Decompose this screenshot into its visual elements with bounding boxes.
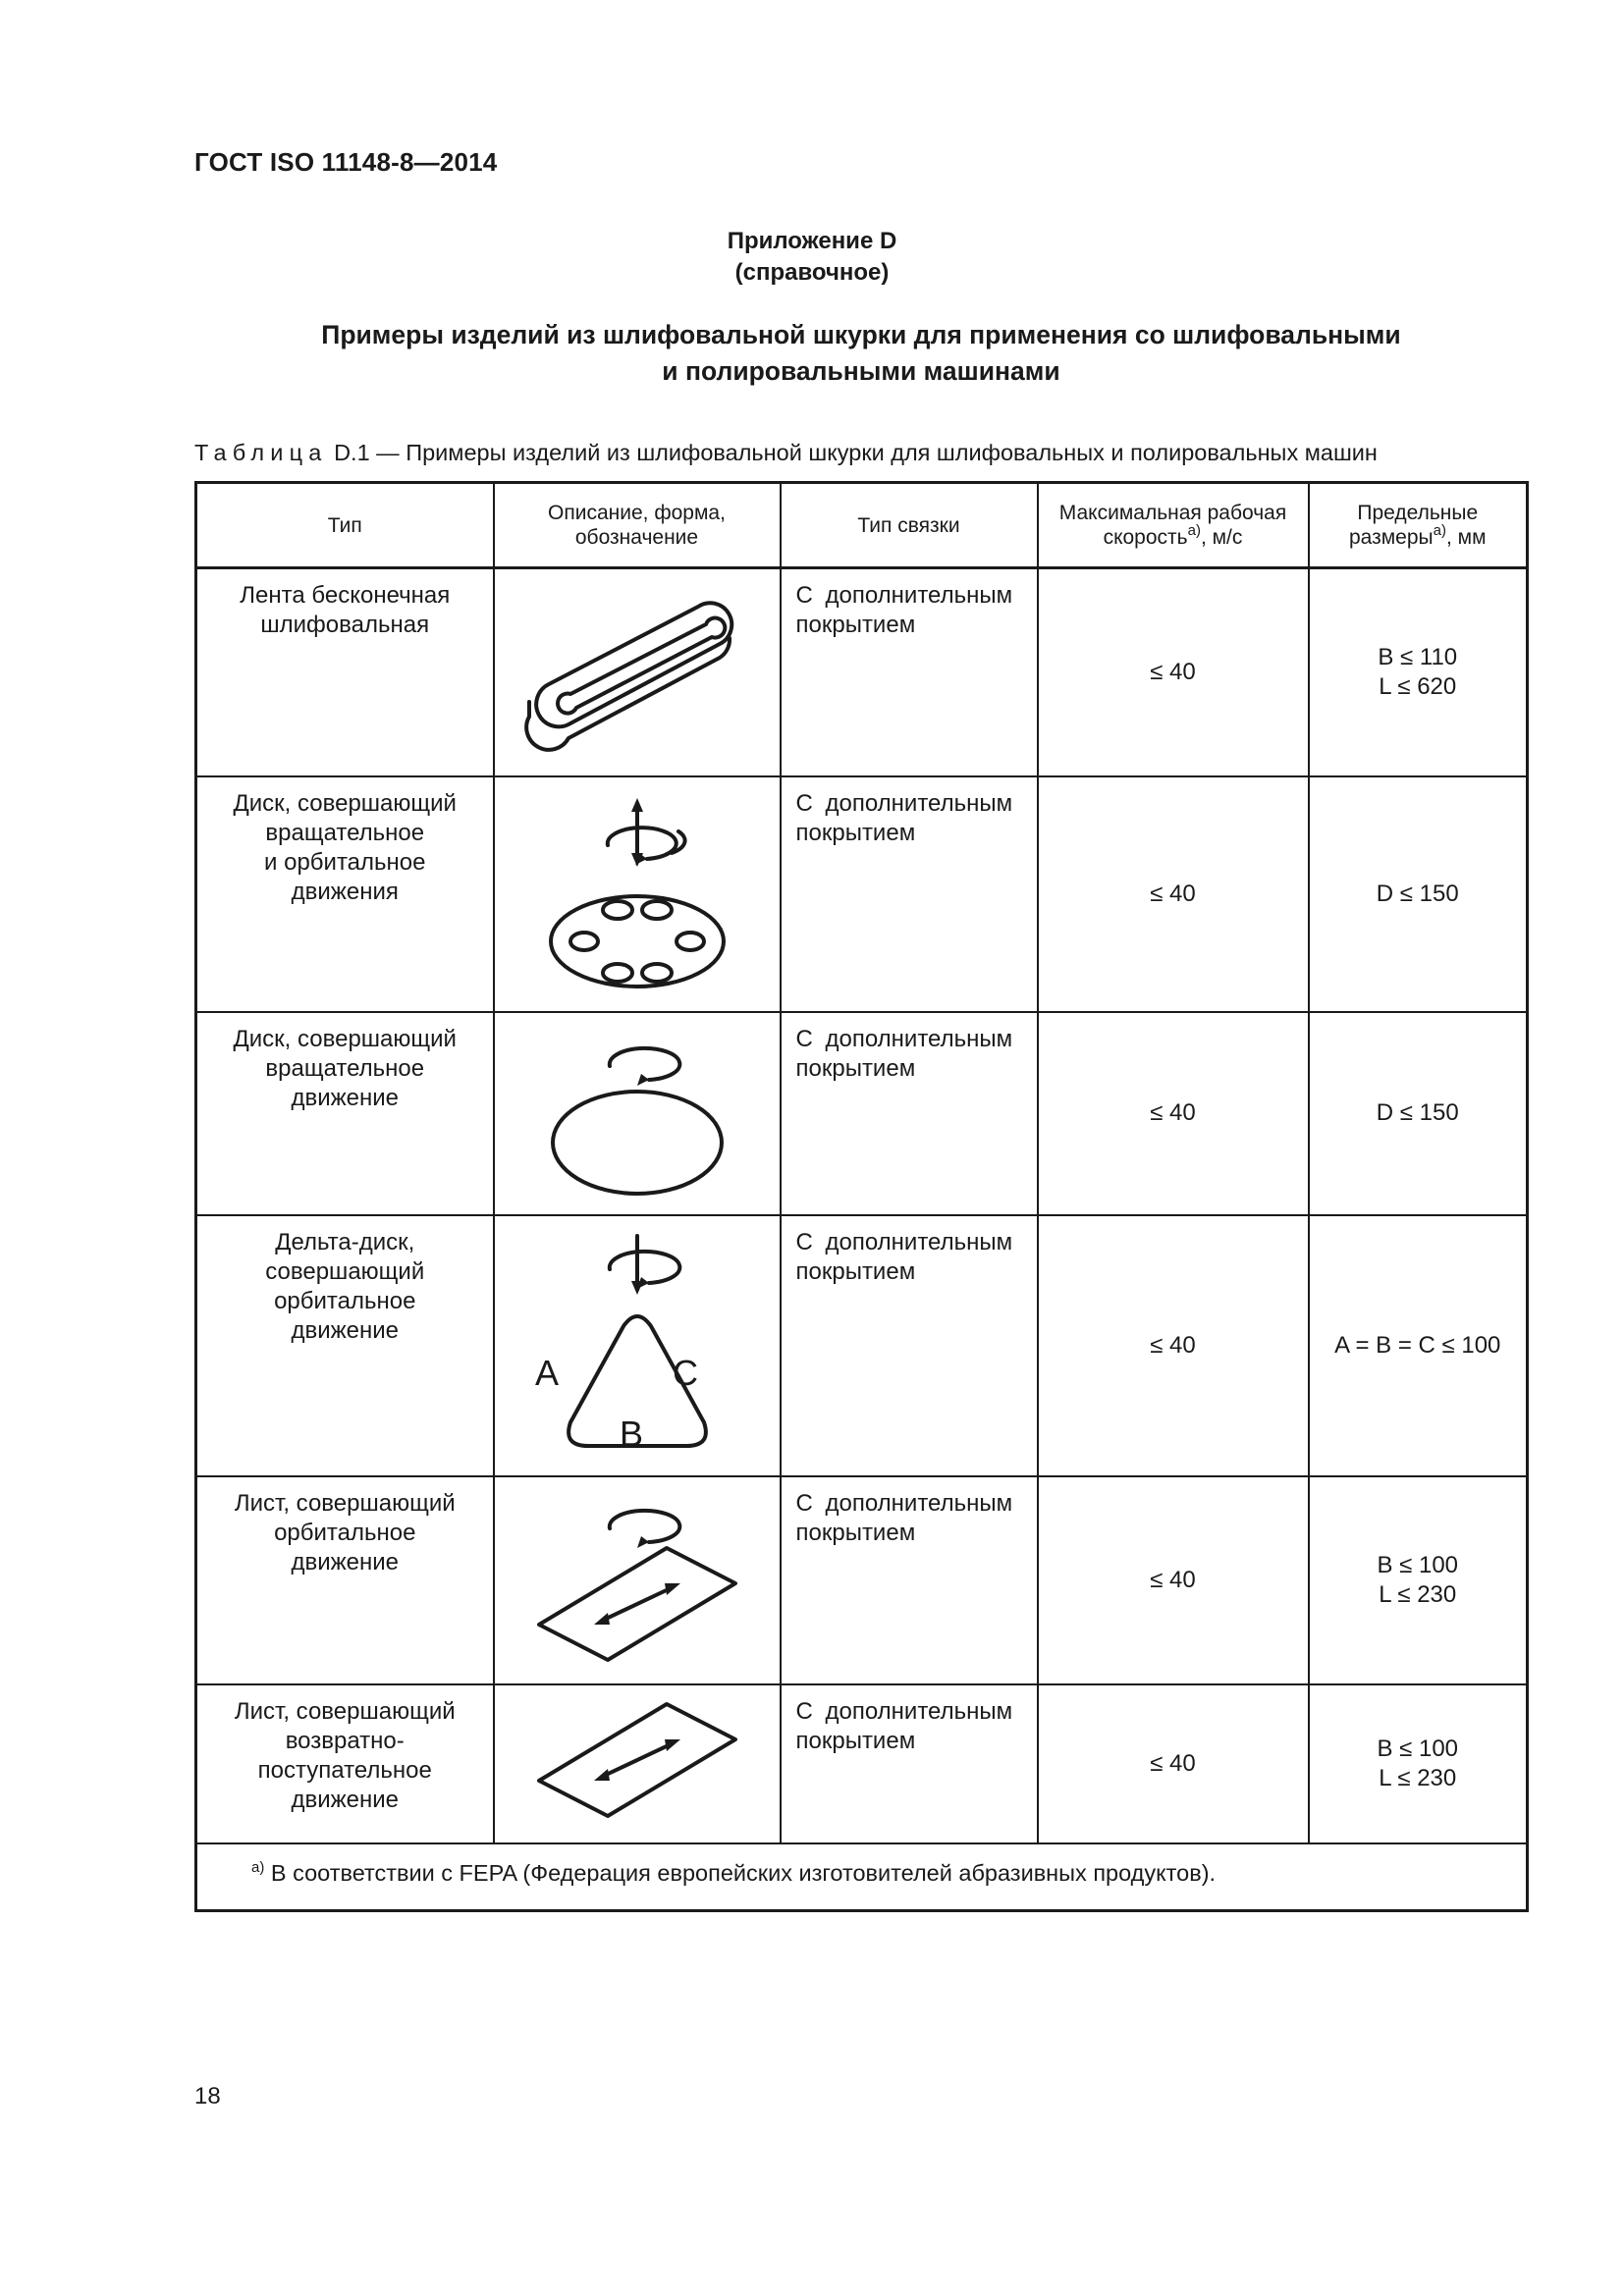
description-cell bbox=[494, 1215, 781, 1476]
speed-value: ≤ 40 bbox=[1150, 1566, 1196, 1593]
size-line: B ≤ 110 bbox=[1378, 643, 1458, 670]
bond-cell bbox=[781, 776, 1038, 1012]
bond-cell bbox=[781, 1684, 1038, 1843]
document-id: ГОСТ ISO 11148-8—2014 bbox=[194, 147, 498, 177]
header-type-label: Тип bbox=[327, 513, 362, 537]
bond-cell bbox=[781, 1012, 1038, 1215]
speed-value: ≤ 40 bbox=[1150, 880, 1196, 907]
size-cell bbox=[1309, 776, 1528, 1012]
annex-title-line1: Примеры изделий из шлифовальной шкурки для применения со шлифовальными bbox=[321, 320, 1401, 349]
size-cell bbox=[1309, 568, 1528, 776]
type-line: движение bbox=[291, 1548, 400, 1575]
footnote-ref: а) bbox=[1187, 522, 1201, 539]
type-cell bbox=[196, 568, 494, 776]
header-speed bbox=[1038, 483, 1309, 568]
bond-line: покрытием bbox=[795, 612, 916, 638]
type-line: вращательное bbox=[265, 1054, 425, 1082]
speed-cell bbox=[1038, 1476, 1309, 1684]
type-line: шлифовальная bbox=[260, 612, 430, 638]
type-line: вращательное bbox=[265, 819, 425, 846]
size-line: L ≤ 620 bbox=[1379, 672, 1457, 700]
header-speed-line1: Максимальная рабочая bbox=[1058, 502, 1287, 524]
table-footnote bbox=[196, 1843, 1528, 1911]
type-cell bbox=[196, 1012, 494, 1215]
footnote-ref: а) bbox=[1433, 522, 1446, 539]
size-line: D ≤ 150 bbox=[1376, 1099, 1459, 1126]
type-line: поступательное bbox=[257, 1756, 432, 1784]
speed-value: ≤ 40 bbox=[1150, 658, 1196, 685]
header-size-line1: Предельные bbox=[1357, 502, 1479, 524]
type-line: орбитальное bbox=[274, 1287, 416, 1314]
bond-cell bbox=[781, 1215, 1038, 1476]
table-row bbox=[196, 1476, 1528, 1684]
table-row bbox=[196, 1215, 1528, 1476]
table-row bbox=[196, 568, 1528, 776]
delta-label-c: C bbox=[672, 1352, 698, 1393]
header-size bbox=[1309, 483, 1528, 568]
type-cell bbox=[196, 1684, 494, 1843]
bond-line: С дополнительным bbox=[795, 789, 1013, 817]
type-line: Диск, совершающий bbox=[233, 1025, 457, 1052]
speed-value: ≤ 40 bbox=[1150, 1099, 1196, 1126]
header-type bbox=[196, 483, 494, 568]
bond-line: покрытием bbox=[795, 1519, 916, 1546]
type-line: совершающий bbox=[265, 1257, 425, 1285]
type-line: Лист, совершающий bbox=[234, 1489, 456, 1517]
type-line: Лента бесконечная bbox=[240, 582, 451, 609]
table-caption-text: D.1 — Примеры изделий из шлифовальной шкурки для шлифовальных и полировальных машин bbox=[327, 440, 1378, 465]
size-line: L ≤ 230 bbox=[1379, 1580, 1457, 1608]
delta-label-b: B bbox=[619, 1413, 643, 1454]
table-row bbox=[196, 1012, 1528, 1215]
description-cell bbox=[494, 776, 781, 1012]
type-line: возвратно- bbox=[285, 1727, 405, 1754]
header-speed-line2 bbox=[1039, 522, 1308, 550]
type-line: движение bbox=[291, 1316, 400, 1344]
annex-title-line2: и полировальными машинами bbox=[662, 356, 1060, 386]
table-header-row bbox=[196, 483, 1528, 568]
header-size-text: размеры bbox=[1348, 526, 1434, 549]
rotary-disc-icon bbox=[529, 1025, 745, 1201]
header-description-line2: обозначение bbox=[574, 526, 699, 549]
footnote-text: В соответствии с FEPA (Федерация европейских изготовителей абразивных продуктов). bbox=[264, 1859, 1217, 1886]
type-cell bbox=[196, 1215, 494, 1476]
type-line: Лист, совершающий bbox=[234, 1697, 456, 1725]
type-cell bbox=[196, 1476, 494, 1684]
size-line: L ≤ 230 bbox=[1379, 1764, 1457, 1791]
size-cell bbox=[1309, 1215, 1528, 1476]
bond-line: С дополнительным bbox=[795, 1697, 1013, 1725]
bond-line: покрытием bbox=[795, 1257, 916, 1285]
type-line: движение bbox=[291, 1084, 400, 1111]
speed-cell bbox=[1038, 1215, 1309, 1476]
header-size-unit: , мм bbox=[1445, 526, 1487, 549]
footnote-row bbox=[196, 1843, 1528, 1911]
table-row bbox=[196, 776, 1528, 1012]
header-bond bbox=[781, 483, 1038, 568]
type-line: движение bbox=[291, 1786, 400, 1813]
bond-line: покрытием bbox=[795, 1727, 916, 1754]
type-line: Диск, совершающий bbox=[233, 789, 457, 817]
size-line: B ≤ 100 bbox=[1377, 1735, 1459, 1762]
header-speed-text: скорость bbox=[1103, 526, 1188, 549]
delta-label-a: A bbox=[534, 1352, 559, 1393]
bond-cell bbox=[781, 1476, 1038, 1684]
type-line: и орбитальное bbox=[264, 848, 426, 876]
type-line: Дельта-диск, bbox=[275, 1228, 415, 1255]
speed-cell bbox=[1038, 1012, 1309, 1215]
products-table bbox=[194, 481, 1529, 1912]
size-cell bbox=[1309, 1012, 1528, 1215]
reciprocating-sheet-icon bbox=[529, 1700, 745, 1828]
rotary-orbital-disc-icon bbox=[529, 796, 745, 992]
annex-label: Приложение D bbox=[727, 228, 897, 254]
speed-cell bbox=[1038, 1684, 1309, 1843]
size-line: D ≤ 150 bbox=[1376, 880, 1459, 907]
annex-status: (справочное) bbox=[734, 259, 890, 286]
bond-cell bbox=[781, 568, 1038, 776]
bond-line: покрытием bbox=[795, 819, 916, 846]
description-cell bbox=[494, 1684, 781, 1843]
bond-line: С дополнительным bbox=[795, 1025, 1013, 1052]
size-line: A = B = C ≤ 100 bbox=[1334, 1331, 1501, 1359]
header-size-line2 bbox=[1310, 522, 1527, 550]
description-cell bbox=[494, 568, 781, 776]
header-description-line1: Описание, форма, bbox=[548, 502, 726, 524]
speed-value: ≤ 40 bbox=[1150, 1331, 1196, 1359]
type-line: движения bbox=[291, 878, 399, 905]
size-cell bbox=[1309, 1476, 1528, 1684]
size-cell bbox=[1309, 1684, 1528, 1843]
type-cell bbox=[196, 776, 494, 1012]
bond-line: С дополнительным bbox=[795, 1489, 1013, 1517]
speed-cell bbox=[1038, 568, 1309, 776]
bond-line: С дополнительным bbox=[795, 1228, 1013, 1255]
table-row bbox=[196, 1684, 1528, 1843]
table-caption bbox=[194, 440, 1378, 466]
footnote-mark: а) bbox=[251, 1858, 265, 1876]
header-description bbox=[494, 483, 781, 568]
speed-cell bbox=[1038, 776, 1309, 1012]
speed-value: ≤ 40 bbox=[1150, 1749, 1196, 1777]
bond-line: покрытием bbox=[795, 1054, 916, 1082]
delta-disc-icon bbox=[529, 1228, 745, 1464]
type-line: орбитальное bbox=[274, 1519, 416, 1546]
description-cell bbox=[494, 1476, 781, 1684]
page-number: 18 bbox=[194, 2083, 221, 2109]
table-caption-prefix: Таблица bbox=[194, 440, 328, 465]
orbital-sheet-icon bbox=[529, 1487, 745, 1674]
bond-line: С дополнительным bbox=[795, 582, 1013, 609]
description-cell bbox=[494, 1012, 781, 1215]
size-line: B ≤ 100 bbox=[1377, 1551, 1459, 1578]
endless-belt-icon bbox=[519, 589, 755, 756]
header-bond-label: Тип связки bbox=[857, 513, 960, 537]
header-speed-unit: , м/с bbox=[1200, 526, 1243, 549]
